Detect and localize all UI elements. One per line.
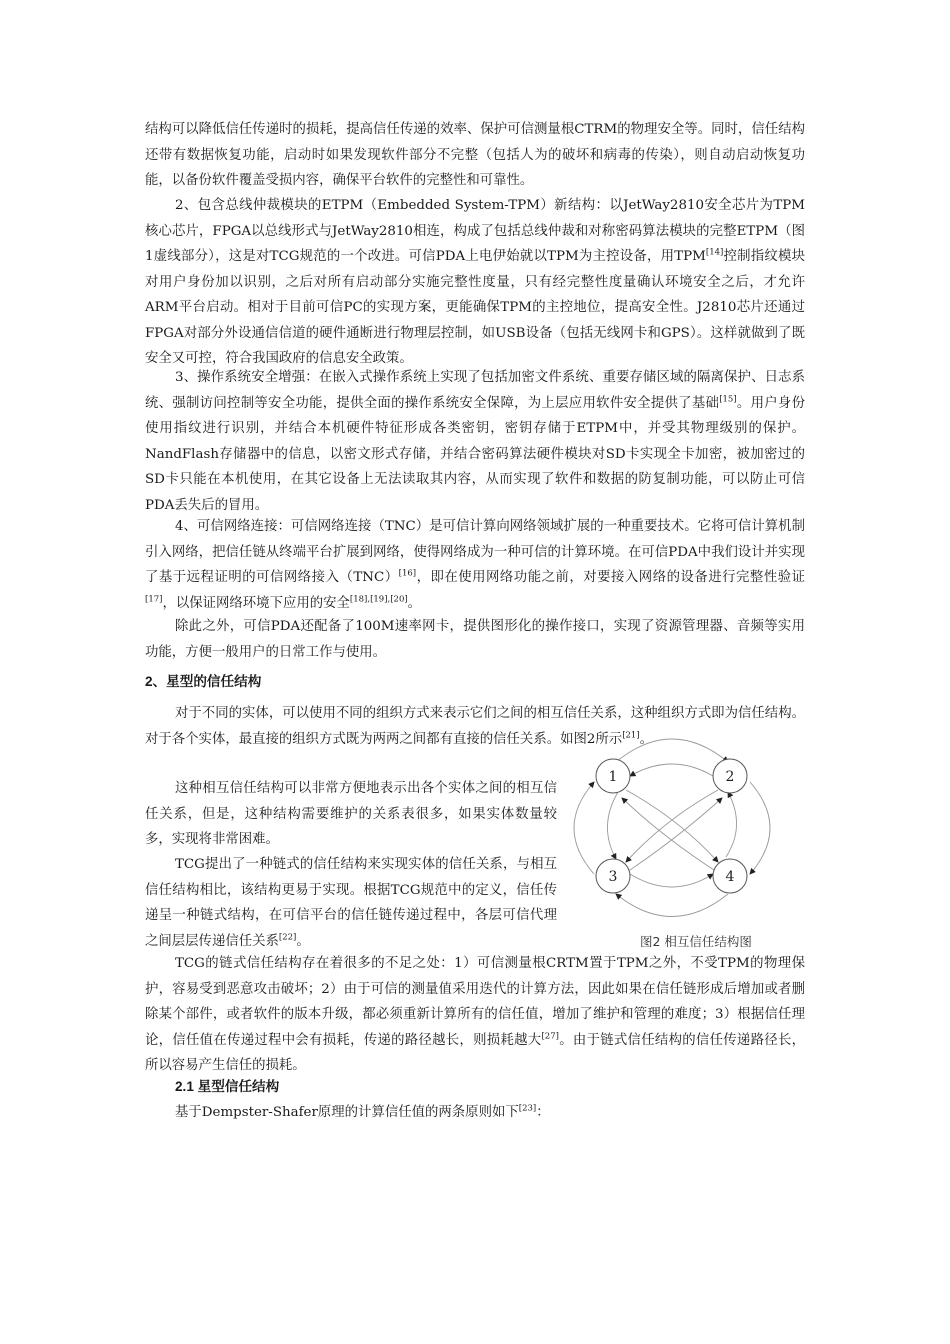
edge-1-2-outer xyxy=(616,739,728,762)
edge-3-4-inner xyxy=(630,874,713,887)
text: 控制指纹模块对用户身份加以识别，之后对所有启动部分实施完整性度量，只有经完整性度量确认环境安全之后，才允许ARM平台启动。相对于目前可信PC的实现方案，更能确保TPM的主控地位，提高安全性。J2810芯片还通过FPGA对部分外设通信信道的硬件通断进行物理层控制，如USB设备（包括无线网卡和GPS）。这样就做到了既安全又可控，符合我国政府的信息安全政策。 xyxy=(145,249,805,366)
text: TCG的链式信任结构存在着很多的不足之处：1）可信测量根CRTM置于TPM之外，不受TPM的物理保护，容易受到恶意攻击破坏；2）由于可信的测量值采用迭代的计算方法，因此如果在信任链形成后增加或者删除某个部件，或者软件的版本升级，都必须重新计算所有的信任值，增加了维护和管理的难度；3）根据信任理论，信任值在传递过程中会有损耗，传递的路径越长，则损耗越大 xyxy=(145,956,805,1048)
text: 3、操作系统安全增强：在嵌入式操作系统上实现了包括加密文件系统、重要存储区域的隔离保护、日志系统、强制访问控制等安全功能，提供全面的操作系统安全保障，为上层应用软件安全提供了基础 xyxy=(145,370,805,411)
edge-2-4-outer xyxy=(750,782,770,874)
text: ，以保证网络环境下应用的安全 xyxy=(162,595,350,611)
text: ，即在使用网络功能之前，对要接入网络的设备进行完整性验证 xyxy=(416,570,805,585)
citation: [18],[19],[20] xyxy=(349,594,408,605)
text: 除此之外，可信PDA还配备了100M速率网卡，提供图形化的操作接口，实现了资源管理器、音频等实用功能，方便一般用户的日常工作与使用。 xyxy=(145,619,805,660)
text: 。 xyxy=(407,595,422,611)
section-heading-star-trust: 2、星型的信任结构 xyxy=(145,674,262,689)
citation: [14] xyxy=(705,247,724,258)
paragraph-os-security xyxy=(145,365,805,518)
text: 。 xyxy=(639,731,654,747)
paragraph-dempster-shafer xyxy=(145,1100,805,1126)
paragraph-tnc xyxy=(145,514,805,616)
edge-3-1-outer xyxy=(574,782,594,874)
paragraph-tcg-shortcomings xyxy=(145,951,805,1079)
citation: [23] xyxy=(518,1103,537,1114)
paragraph-tcg-chain xyxy=(145,852,557,954)
node-label-1: 1 xyxy=(608,769,618,785)
citation: [17] xyxy=(145,594,163,605)
figure-mutual-trust xyxy=(568,724,778,956)
edge-2-3 xyxy=(626,790,718,862)
edge-4-3-outer xyxy=(616,894,728,917)
paragraph-trust-structure-cont xyxy=(145,117,805,194)
text: ： xyxy=(536,1105,550,1120)
edge-3-2 xyxy=(630,798,722,870)
text: 。 xyxy=(296,933,310,949)
edge-2-1-inner xyxy=(630,764,713,776)
citation: [21] xyxy=(622,730,640,741)
citation: [22] xyxy=(278,932,297,943)
text: 结构可以降低信任传递时的损耗，提高信任传递的效率、保护可信测量根CTRM的物理安全等。同时，信任结构还带有数据恢复功能，启动时如果发现软件部分不完整（包括人为的破坏和病毒的传染），则自动启动恢复功能，以备份软件覆盖受损内容，确保平台软件的完整性和可靠性。 xyxy=(145,122,805,188)
node-label-4: 4 xyxy=(725,869,735,885)
citation: [15] xyxy=(719,394,737,405)
edge-4-1 xyxy=(622,798,714,870)
text: 2、包含总线仲裁模块的ETPM（Embedded System-TPM）新结构：以JetWay2810安全芯片为TPM核心芯片，FPGA以总线形式与JetWay2810相连，构成了包括总线仲裁和对称密码算法模块的完整ETPM（图1虚线部分），这是对TCG规范的一个改进。可信PDA上电伊始就以TPM为主控设备，用TPM xyxy=(145,198,805,264)
figure-caption: 图2 相互信任结构图 xyxy=(640,934,752,949)
edge-4-2-inner xyxy=(726,792,737,857)
text: 基于Dempster-Shafer原理的计算信任值的两条原则如下 xyxy=(175,1105,519,1120)
citation: [16] xyxy=(398,568,417,579)
text: 。用户身份使用指纹进行识别，并结合本机硬件特征形成各类密钥，密钥存储于ETPM中，并受其物理级别的保护。NandFlash存储器中的信息，以密文形式存储，并结合密码算法硬件模块对SD卡实现全卡加密，被加密过的SD卡只能在本机使用，在其它设备上无法读取其内容，从而实现了软件和数据的防复制功能，可以防止可信PDA丢失后的冒用。 xyxy=(145,395,805,513)
paragraph-mutual-trust-drawback xyxy=(145,776,557,853)
paragraph-etpm xyxy=(145,193,805,372)
text: 4、可信网络连接：可信网络连接（TNC）是可信计算向网络领域扩展的一种重要技术。它将可信计算机制引入网络，把信任链从终端平台扩展到网络，使得网络成为一种可信的计算环境。在可信PDA中我们设计并实现了基于远程证明的可信网络接入（TNC） xyxy=(145,519,805,585)
subsection-heading-star: 2.1 星型信任结构 xyxy=(175,1079,280,1094)
paragraph-extras xyxy=(145,614,805,665)
text: 这种相互信任结构可以非常方便地表示出各个实体之间的相互信任关系，但是，这种结构需要维护的关系表很多，如果实体数量较多，实现将非常困难。 xyxy=(145,781,557,847)
citation: [27] xyxy=(541,1031,559,1042)
text: 对于不同的实体，可以使用不同的组织方式来表示它们之间的相互信任关系，这种组织方式即为信任结构。对于各个实体，最直接的组织方式既为两两之间都有直接的信任关系。如图2所示 xyxy=(145,706,805,747)
text: 。由于链式信任结构的信任传递路径长，所以容易产生信任的损耗。 xyxy=(145,1032,806,1073)
edge-1-4 xyxy=(626,790,718,862)
mutual-trust-diagram xyxy=(568,724,778,929)
node-label-2: 2 xyxy=(725,769,735,785)
text: TCG提出了一种链式的信任结构来实现实体的信任关系，与相互信任结构相比，该结构更易于实现。根据TCG规范中的定义，信任传递呈一种链式结构，在可信平台的信任链传递过程中，各层可信代理之间层层传递信任关系 xyxy=(145,857,557,949)
edge-1-3-inner xyxy=(607,792,618,859)
node-label-3: 3 xyxy=(608,869,618,885)
